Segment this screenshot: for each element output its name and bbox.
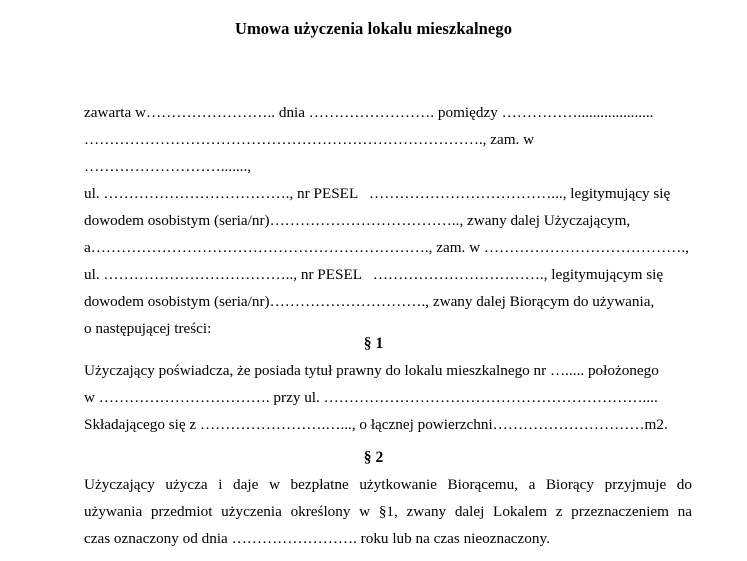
- page-title: Umowa użyczenia lokalu mieszkalnego: [234, 19, 513, 39]
- intro-line-5: a…………………………………………………………., zam. w ………………………………….,: [84, 239, 689, 256]
- intro-line-1: zawarta w…………………….. dnia ……………………. pomiędzy ……………....................: [84, 104, 654, 121]
- intro-line-2: ……………………………………………………………………., zam. w ……………………….......,: [84, 131, 538, 175]
- section-2-line-3: czas oznaczony od dnia ……………………. roku lub na czas nieoznaczony.: [84, 530, 550, 547]
- section-2-paragraph: [84, 471, 692, 552]
- section-1-line-3: Składającego się z …………………….…..., o łącznej powierzchni…………………………m2.: [84, 416, 668, 433]
- intro-paragraph: [84, 99, 692, 342]
- section-heading-2: § 2: [363, 449, 384, 466]
- intro-line-7: dowodem osobistym (seria/nr)…………………………., zwany dalej Biorącym do używania,: [84, 293, 655, 310]
- intro-line-8: o następującej treści:: [84, 320, 212, 337]
- section-1-line-2: w ……………………………. przy ul. ………………………………………………………....: [84, 389, 658, 406]
- section-2-block: [84, 471, 692, 552]
- intro-line-4: dowodem osobistym (seria/nr)……………………………….., zwany dalej Użyczającym,: [84, 212, 631, 229]
- intro-line-3: ul. ………………………………., nr PESEL ………………………………..., legitymujący się: [84, 185, 671, 202]
- intro-paragraph-block: [84, 99, 692, 342]
- section-1-line-1: Użyczający poświadcza, że posiada tytuł prawny do lokalu mieszkalnego nr …..... położonego: [84, 362, 659, 379]
- section-2-line-1: Użyczający użycza i daje w bezpłatne użytkowanie Biorącemu, a Biorący przyjmuje do: [84, 476, 692, 493]
- section-2-line-2: używania przedmiot użyczenia określony w §1, zwany dalej Lokalem z przeznaczeniem na: [84, 503, 692, 520]
- section-1-paragraph: [84, 357, 692, 438]
- intro-line-6: ul. ……………………………….., nr PESEL ……………………………., legitymującym się: [84, 266, 664, 283]
- section-heading-1: § 1: [363, 335, 384, 352]
- section-1-block: [84, 357, 692, 438]
